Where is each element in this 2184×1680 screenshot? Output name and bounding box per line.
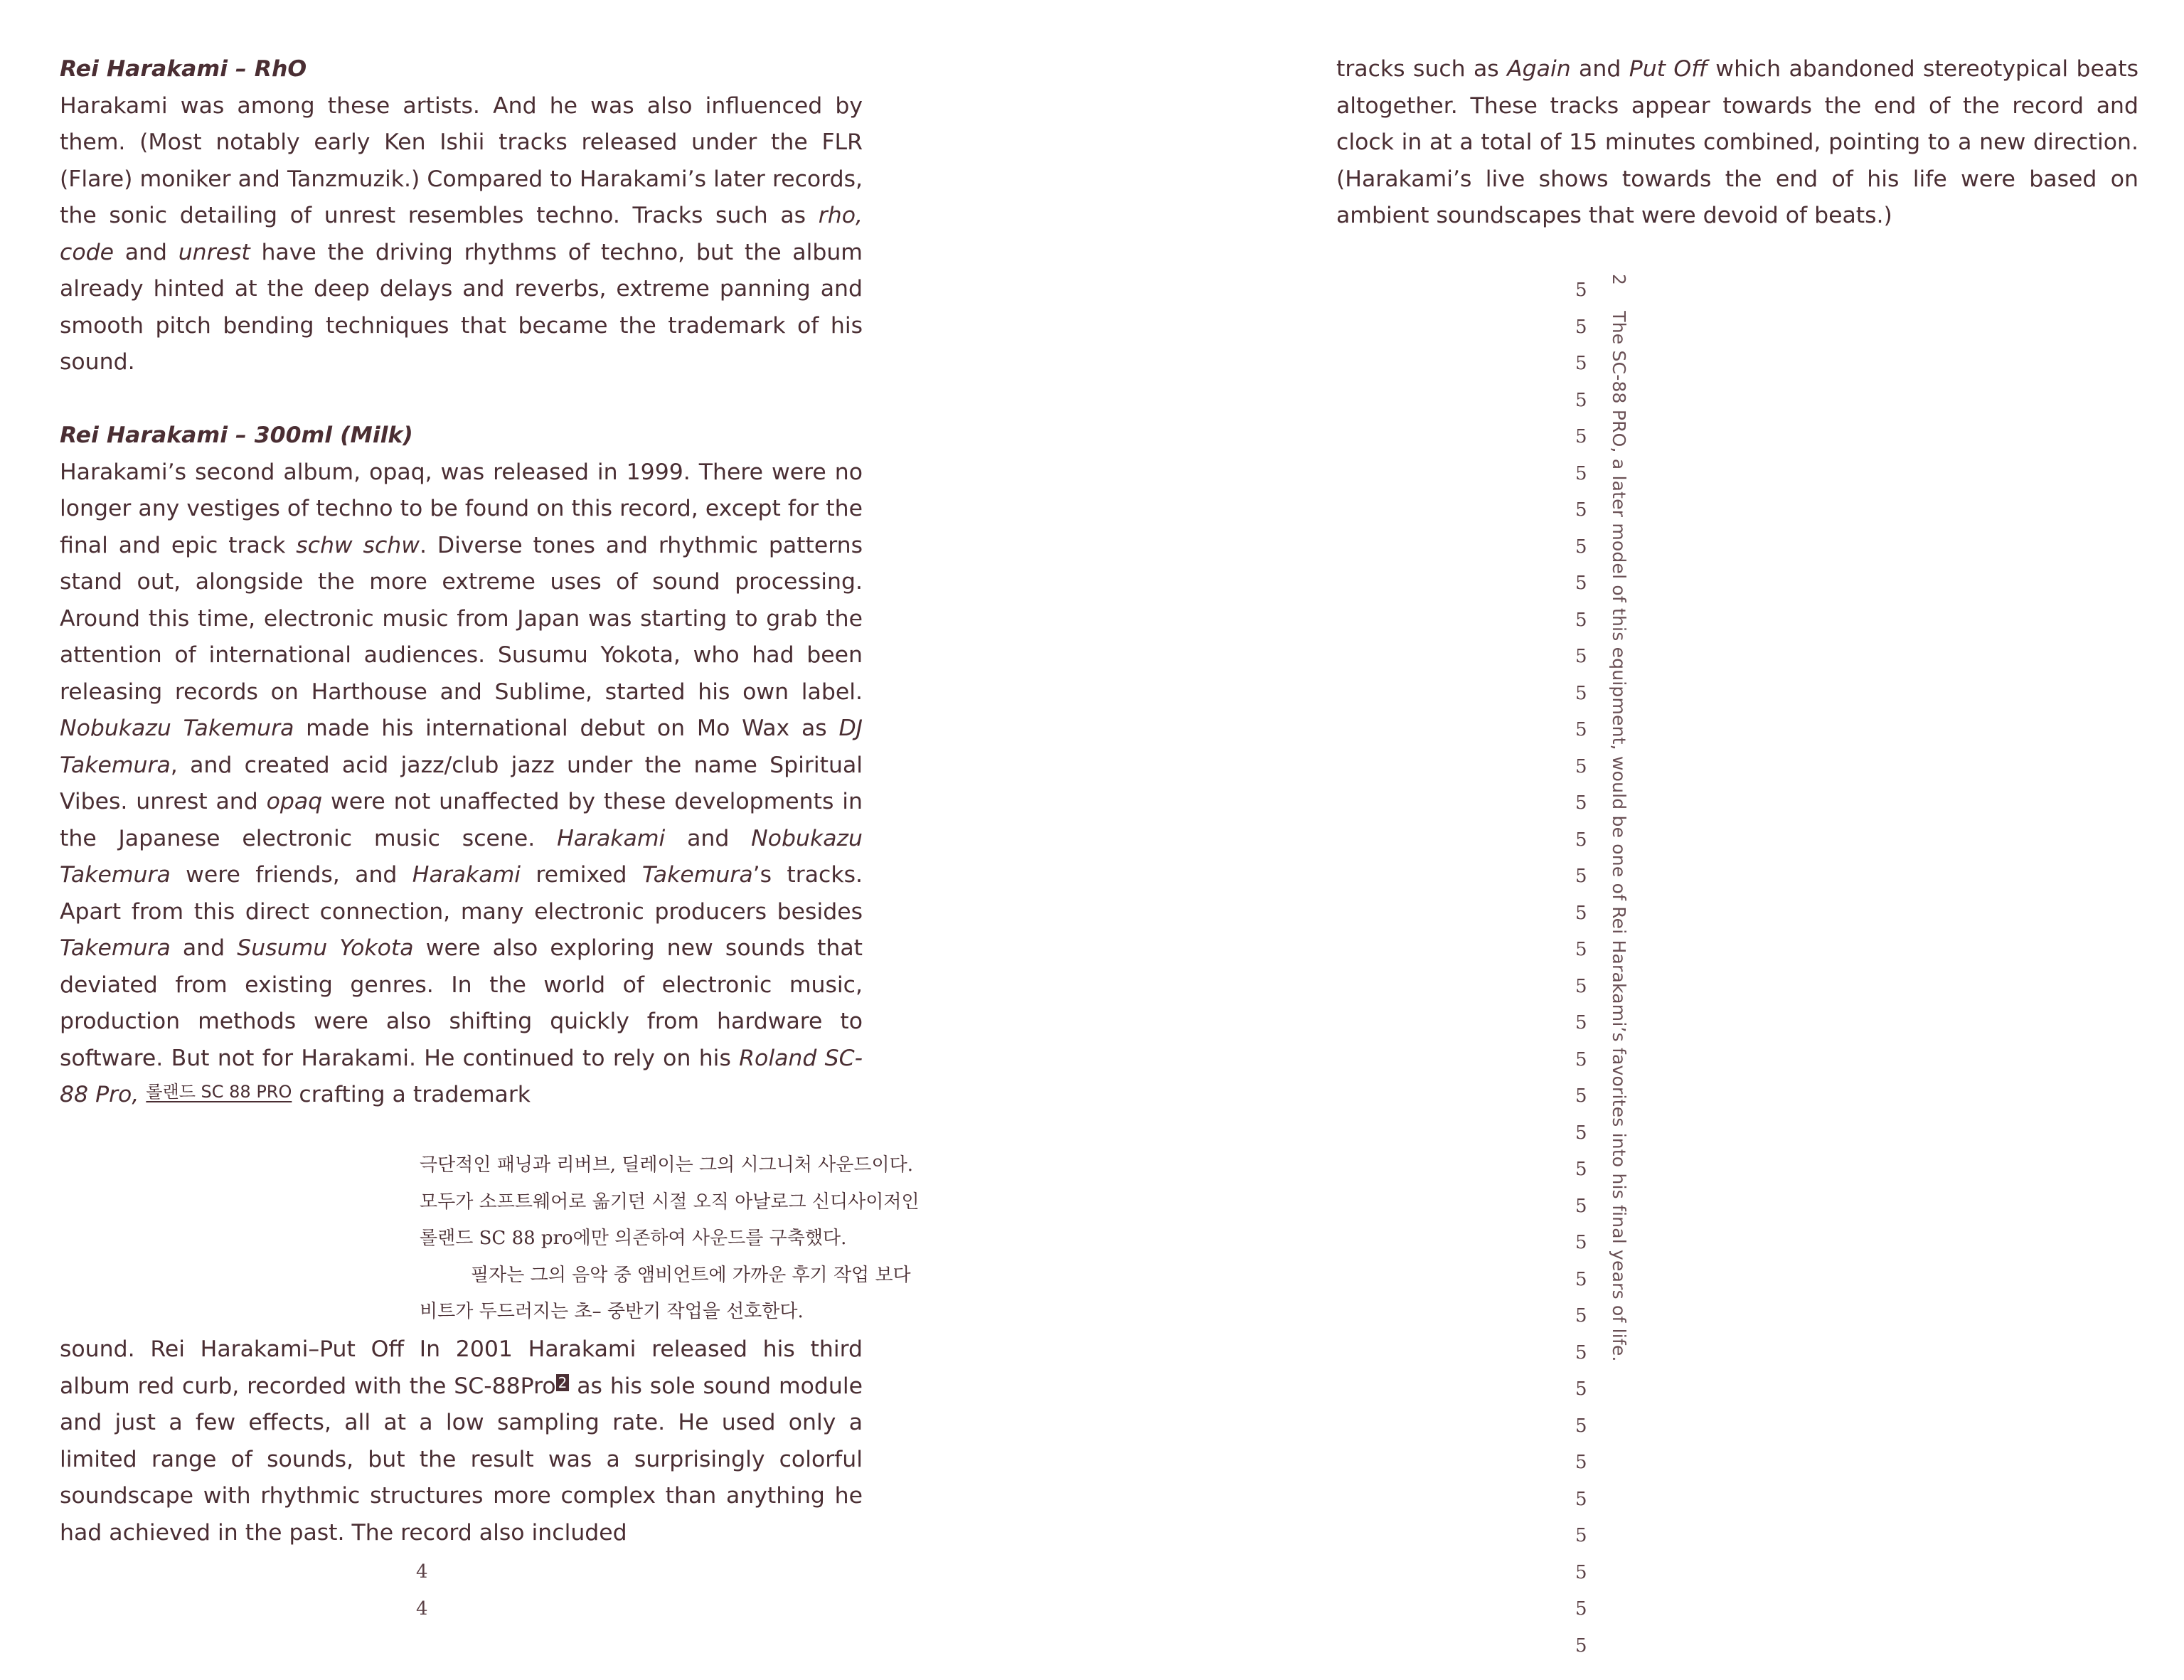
page-number: 5 [1575, 1415, 1587, 1437]
text-run: tracks such as [1336, 56, 1508, 82]
right-column [1336, 51, 2138, 235]
italic-run: Harakami [412, 862, 521, 888]
left-column-bottom [60, 1331, 863, 1551]
page-number: 5 [1575, 1378, 1587, 1400]
page-number: 4 [416, 1561, 428, 1583]
page-number: 5 [1575, 719, 1587, 740]
section-heading-rho: Rei Harakami – RhO [60, 56, 307, 82]
page-number: 5 [1575, 316, 1587, 338]
korean-annotation [420, 1147, 981, 1331]
page-number: 5 [1575, 1525, 1587, 1546]
page-number: 5 [1575, 682, 1587, 704]
page-number: 5 [1575, 866, 1587, 887]
korean-line: 롤랜드 SC 88 pro에만 의존하여 사운드를 구축했다. [420, 1228, 847, 1249]
italic-run: DJ Takemura [60, 716, 863, 778]
page-number: 5 [1575, 1048, 1587, 1070]
text-run: crafting a trademark [292, 1082, 531, 1107]
page-number: 4 [416, 1597, 428, 1620]
page-number: 5 [1575, 499, 1587, 521]
text-run: and [170, 935, 238, 961]
page-number: 5 [1575, 389, 1587, 411]
text-run: ’s tracks. Apart from this direct connection, many electronic producers besides [60, 862, 863, 925]
page-number: 5 [1575, 1085, 1587, 1107]
italic-run: Put Off [1629, 56, 1708, 82]
page-number: 5 [1575, 1159, 1587, 1180]
page-number-right-stack [1575, 272, 1587, 1664]
page-number: 5 [1575, 462, 1587, 484]
text-run: Harakami’s second album, opaq, was released in 1999. There were no longer any vestiges of techno to be found on this record, except for the final and epic track [60, 459, 863, 558]
page-number: 5 [1575, 1561, 1587, 1583]
left-column-top [60, 51, 863, 1115]
korean-line: 필자는 그의 음악 중 앰비언트에 가까운 후기 작업 보다 [471, 1264, 911, 1286]
page-number: 5 [1575, 573, 1587, 594]
korean-label: 롤랜드 SC 88 PRO [146, 1082, 292, 1102]
footnote-ref-marker: 2 [556, 1374, 570, 1391]
page-number: 5 [1575, 939, 1587, 960]
text-run: were friends, and [170, 862, 412, 888]
text-run: , and created acid jazz/club jazz under the name Spiritual Vibes. unrest and [60, 752, 863, 814]
page-number-left [416, 1554, 428, 1627]
text-run [139, 1082, 146, 1107]
page-number: 5 [1575, 353, 1587, 374]
italic-run: Takemura [641, 862, 753, 888]
page-number: 5 [1575, 1634, 1587, 1657]
text-run: and [113, 239, 179, 265]
paragraph-red-curb [60, 1331, 863, 1551]
page-number: 5 [1575, 609, 1587, 631]
page-number: 5 [1575, 280, 1587, 301]
text-run: and [665, 825, 752, 851]
italic-run: Nobukazu Takemura [60, 716, 294, 741]
text-run: Harakami was among these artists. And he was also influenced by them. (Most notably early Ken Ishii tracks released under the FLR (Flare) moniker and Tanzmuzik.) Compared to Harakami’s later records, the sonic detailing of unrest resembles techno. Tracks such as [60, 92, 863, 228]
korean-line: 모두가 소프트웨어로 옮기던 시절 오직 아날로그 신디사이저인 [420, 1191, 920, 1213]
page-number: 5 [1575, 1598, 1587, 1620]
page-number: 5 [1575, 755, 1587, 777]
italic-run: Again [1507, 56, 1571, 82]
paragraph-again-put-off [1336, 51, 2138, 235]
italic-run: schw schw [296, 532, 420, 558]
page-number: 5 [1575, 792, 1587, 814]
page-number: 5 [1575, 1195, 1587, 1217]
text-run: sound. Rei Harakami–Put Off In 2001 Harakami released his third album red curb, recorded with the SC-88Pro [60, 1336, 863, 1399]
italic-run: Takemura [60, 935, 171, 961]
page-number: 5 [1575, 426, 1587, 447]
page-number: 5 [1575, 902, 1587, 924]
page-number: 5 [1575, 829, 1587, 851]
italic-run: rho, code [60, 203, 863, 265]
italic-run: Nobukazu Takemura [60, 825, 863, 888]
paragraph-opaq [60, 454, 863, 1115]
italic-run: Roland SC-88 Pro, [60, 1045, 863, 1107]
page-number: 5 [1575, 646, 1587, 667]
footnote-text: The SC-88 PRO, a later model of this equipment, would be one of Rei Harakami’s favorites into his final years of life. [1609, 311, 1629, 1362]
page-number: 5 [1575, 1452, 1587, 1473]
korean-line: 비트가 두드러지는 초– 중반기 작업을 선호한다. [420, 1301, 804, 1322]
footnote-number: 2 [1609, 274, 1629, 286]
footnote [1609, 274, 1629, 1362]
italic-run: Susumu Yokota [237, 935, 414, 961]
text-run: which abandoned stereotypical beats altogether. These tracks appear towards the end of the record and clock in at a total of 15 minutes combined, pointing to a new direction. (Harakami’s live shows towards the end of his life were based on ambient soundscapes that were devoid of beats.) [1336, 56, 2138, 228]
page-number: 5 [1575, 1268, 1587, 1290]
text-run: . Diverse tones and rhythmic patterns stand out, alongside the more extreme uses of sound processing. Around this time, electronic music from Japan was starting to grab the attention of international audiences. Susumu Yokota, who had been releasing records on Harthouse and Sublime, started his own label. [60, 532, 863, 705]
page-number: 5 [1575, 1341, 1587, 1363]
text-run: and [1570, 56, 1629, 82]
paragraph-unrest [60, 88, 863, 381]
text-run: have the driving rhythms of techno, but the album already hinted at the deep delays and reverbs, extreme panning and smooth pitch bending techniques that became the trademark of his sound. [60, 239, 863, 375]
italic-run: opaq [266, 789, 323, 814]
page-number: 5 [1575, 1305, 1587, 1327]
page-number: 5 [1575, 1012, 1587, 1033]
text-run: were not unaffected by these developments in the Japanese electronic music scene. [60, 789, 863, 851]
text-run: remixed [521, 862, 642, 888]
page-number: 5 [1575, 1488, 1587, 1510]
page-number: 5 [1575, 1232, 1587, 1253]
italic-run: Harakami [557, 825, 666, 851]
section-heading-300ml: Rei Harakami – 300ml (Milk) [60, 422, 413, 448]
italic-run: unrest [178, 239, 250, 265]
text-run: as his sole sound module and just a few effects, all at a low sampling rate. He used only a limited range of sounds, but the result was a surprisingly colorful soundscape with rhythmic structures more complex than anything he had achieved in the past. The record also included [60, 1373, 863, 1546]
text-run: made his international debut on Mo Wax as [294, 716, 839, 741]
page-number: 5 [1575, 536, 1587, 558]
korean-line: 극단적인 패닝과 리버브, 딜레이는 그의 시그니처 사운드이다. [420, 1154, 914, 1176]
page-number: 5 [1575, 975, 1587, 997]
page-number: 5 [1575, 1122, 1587, 1144]
text-run: were also exploring new sounds that deviated from existing genres. In the world of electronic music, production methods were also shifting quickly from hardware to software. But not for Harakami. He continued to rely on his [60, 935, 863, 1071]
